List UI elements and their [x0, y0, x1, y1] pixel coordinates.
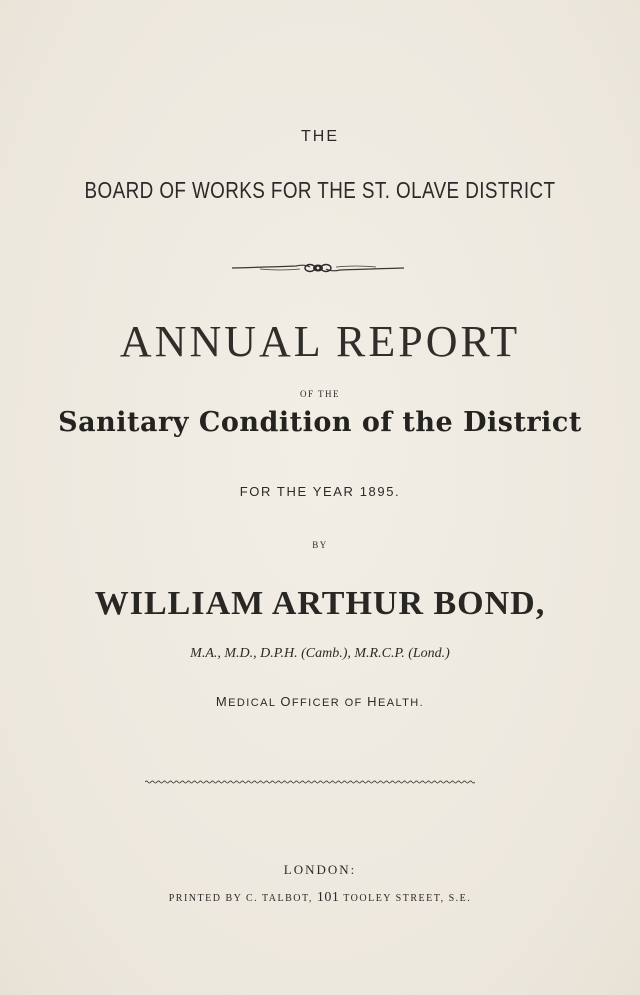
author-office-text: MEDICAL OFFICER OF HEALTH. [215, 694, 425, 709]
author-office [0, 694, 640, 709]
printer-street-number: 101 [316, 890, 340, 905]
article-the: THE [301, 128, 339, 145]
printer-line [0, 890, 640, 906]
author-name: WILLIAM ARTHUR BOND, [94, 585, 546, 622]
author-degrees: M.A., M.D., D.P.H. (Camb.), M.R.C.P. (Lond.) [190, 646, 450, 661]
report-subject: Sanitary Condition of the District [58, 407, 582, 438]
report-year: FOR THE YEAR 1895. [239, 484, 401, 499]
wavy-rule [145, 778, 475, 786]
report-title: ANNUAL REPORT [119, 317, 521, 366]
decorative-ornament [230, 261, 406, 275]
board-heading: BOARD OF WORKS FOR THE ST. OLAVE DISTRICT [84, 177, 556, 203]
by-label: BY [312, 540, 328, 550]
printer-suffix: TOOLEY STREET, S.E. [343, 893, 472, 904]
printer-prefix: PRINTED BY C. TALBOT, [168, 893, 313, 904]
of-the-label: OF THE [299, 389, 341, 399]
publication-place: LONDON: [283, 862, 357, 877]
